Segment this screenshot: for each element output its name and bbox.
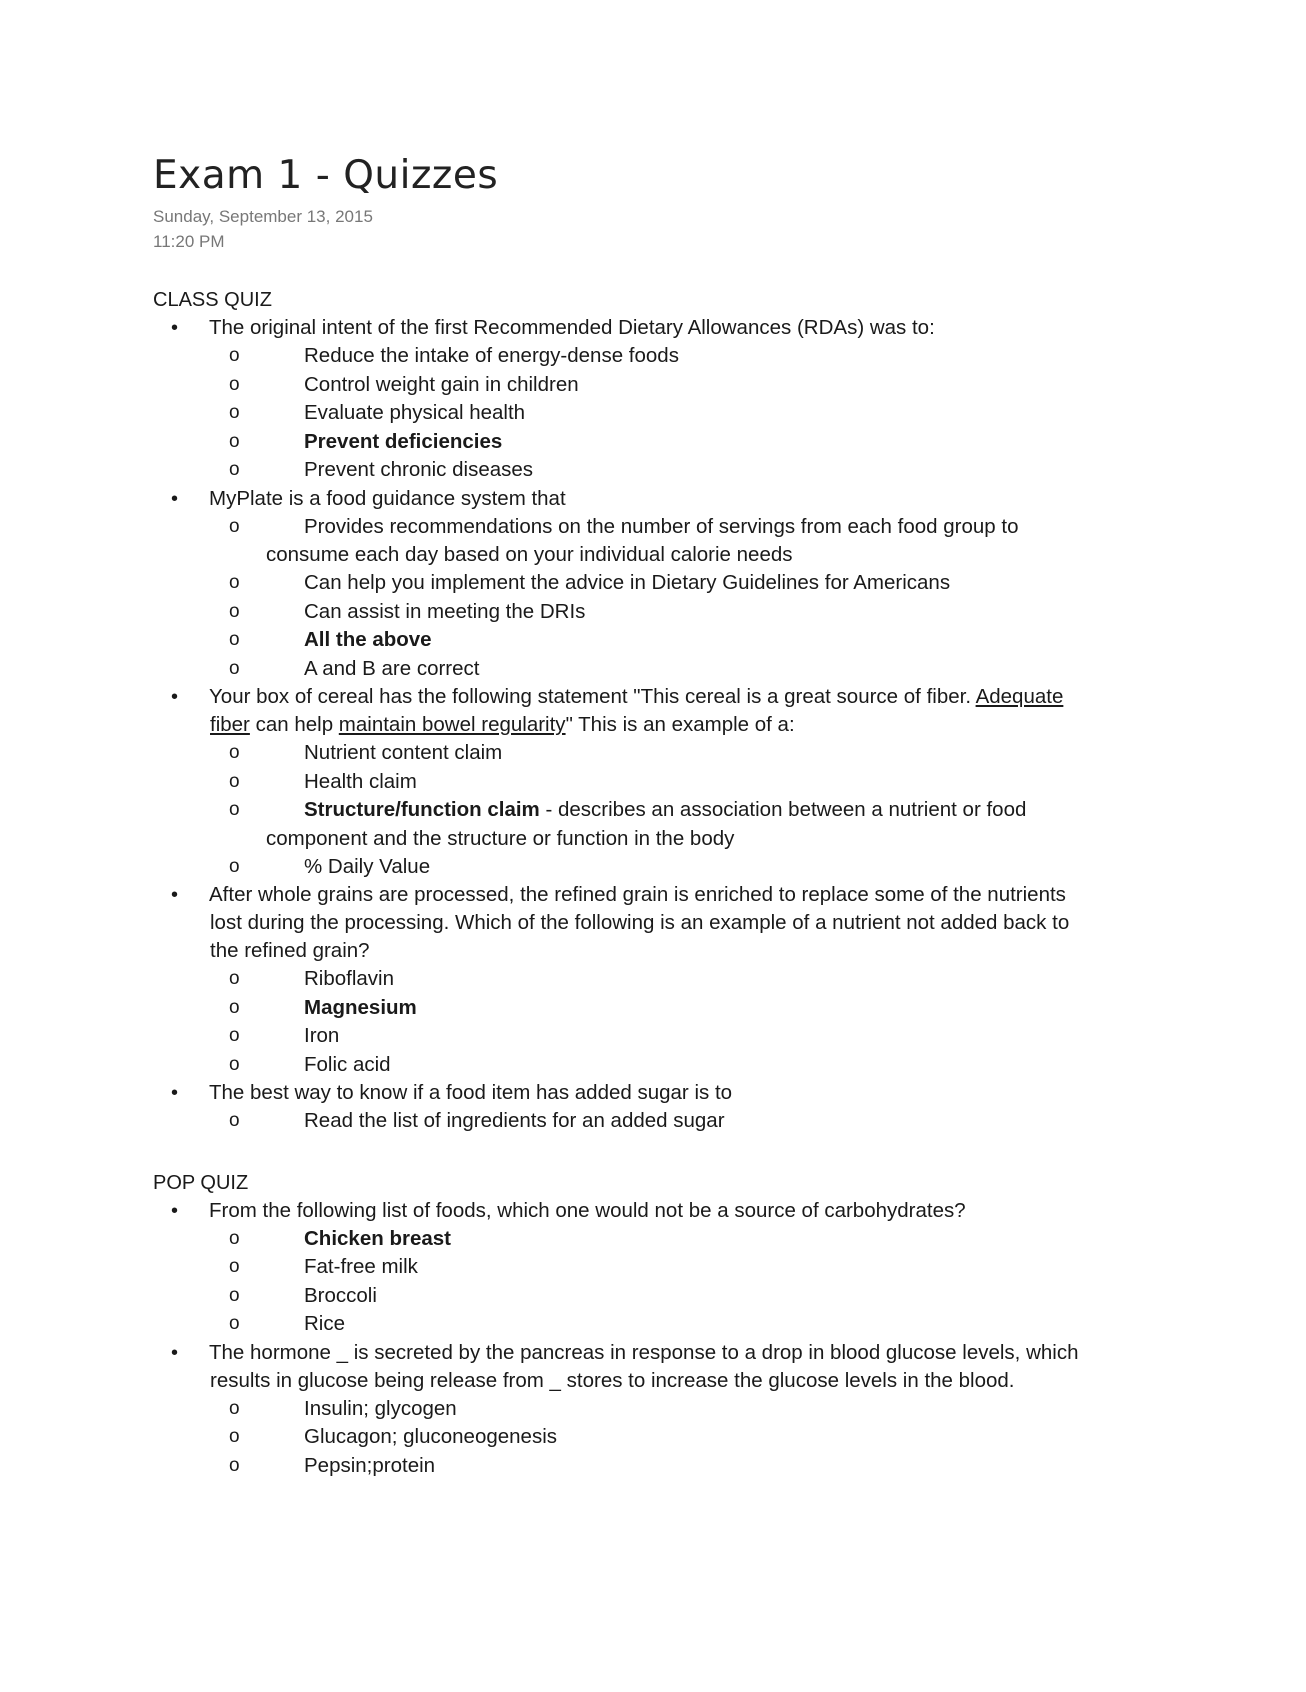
sub-marker: o: [229, 1025, 240, 1046]
option-text: Provides recommendations on the number of servings from each food group to: [304, 514, 1019, 538]
note-date: Sunday, September 13, 2015: [153, 207, 373, 226]
question: [153, 1197, 1143, 1225]
question: [153, 1339, 1143, 1367]
option-text: Prevent deficiencies: [304, 429, 503, 453]
sub-marker: o: [229, 373, 240, 395]
class-quiz-heading: CLASS QUIZ: [153, 289, 272, 311]
question: [153, 1079, 1143, 1107]
sub-marker: o: [229, 996, 240, 1018]
answer-option: [153, 768, 1143, 797]
answer-option: [153, 598, 1143, 627]
bullet-marker: •: [171, 317, 179, 339]
question-text: Your box of cereal has the following statement "This cereal is a great source of fiber.: [209, 685, 976, 708]
sub-marker: o: [229, 742, 240, 763]
sub-marker: o: [229, 345, 240, 366]
sub-marker: o: [229, 1053, 240, 1075]
answer-option-correct: [153, 1225, 1143, 1254]
sub-marker: o: [229, 855, 240, 877]
option-text: Riboflavin: [304, 967, 395, 990]
bullet-marker: •: [171, 487, 179, 510]
sub-marker: o: [229, 515, 240, 537]
sub-marker: o: [229, 629, 240, 650]
answer-option: [153, 371, 1143, 400]
bullet-marker: •: [171, 884, 179, 906]
option-text: % Daily Value: [304, 854, 431, 878]
option-text: Magnesium: [304, 995, 417, 1019]
question: [153, 485, 1143, 513]
sub-marker: o: [229, 799, 240, 820]
sub-marker: o: [229, 770, 240, 792]
answer-option: [153, 853, 1143, 882]
bullet-marker: •: [171, 686, 179, 708]
answer-option: [153, 1051, 1143, 1080]
option-text: Fat-free milk: [304, 1255, 418, 1278]
option-text: A and B are correct: [304, 656, 480, 680]
sub-marker: o: [229, 1110, 240, 1131]
answer-option: [153, 456, 1143, 485]
option-text: Insulin; glycogen: [304, 1396, 457, 1420]
bullet-marker: •: [171, 1082, 179, 1104]
underlined-text: fiber: [210, 713, 250, 736]
answer-option: [153, 1395, 1143, 1424]
answer-option: [153, 1107, 1143, 1136]
option-text: Pepsin;protein: [304, 1453, 436, 1477]
sub-marker: o: [229, 459, 240, 480]
bullet-marker: •: [171, 1199, 179, 1222]
sub-marker: o: [229, 600, 240, 622]
question-text: MyPlate is a food guidance system that: [209, 486, 566, 510]
question-text-continued: the refined grain?: [210, 939, 370, 962]
sub-marker: o: [229, 1454, 240, 1476]
answer-option: [153, 1022, 1143, 1051]
note-page: [153, 150, 1143, 1480]
sub-marker: o: [229, 1426, 240, 1447]
answer-option: [153, 1310, 1143, 1339]
option-text: Broccoli: [304, 1283, 377, 1307]
question-text-continued: [153, 711, 1143, 739]
option-text: Prevent chronic diseases: [304, 458, 534, 481]
sub-marker: o: [229, 1227, 240, 1249]
answer-option-correct: [153, 626, 1143, 655]
question-text: " This is an example of a:: [565, 713, 795, 736]
note-time: 11:20 PM: [153, 232, 225, 251]
option-text-continued: component and the structure or function in the body: [266, 826, 735, 850]
question-text: The hormone _ is secreted by the pancreas in response to a drop in blood glucose levels, which: [209, 1340, 1079, 1364]
option-explanation: - describes an association between a nutrient or food: [539, 798, 1027, 821]
option-text: Control weight gain in children: [304, 372, 579, 396]
answer-option: [153, 1423, 1143, 1452]
sub-marker: o: [229, 572, 240, 593]
answer-option: [153, 399, 1143, 428]
question-text: From the following list of foods, which one would not be a source of carbohydrates?: [209, 1198, 966, 1222]
question-text: The best way to know if a food item has added sugar is to: [209, 1081, 733, 1104]
option-text: Read the list of ingredients for an added sugar: [304, 1109, 725, 1132]
option-text: Glucagon; gluconeogenesis: [304, 1425, 558, 1448]
option-text: Can help you implement the advice in Dietary Guidelines for Americans: [304, 571, 951, 594]
sub-marker: o: [229, 657, 240, 679]
sub-marker: o: [229, 1313, 240, 1334]
option-text: Can assist in meeting the DRIs: [304, 599, 586, 623]
question-text-continued: results in glucose being release from _ stores to increase the glucose levels in the blood.: [210, 1368, 1015, 1392]
question-text: The original intent of the first Recommended Dietary Allowances (RDAs) was to:: [209, 316, 935, 339]
option-text: Iron: [304, 1024, 340, 1047]
option-text: Folic acid: [304, 1052, 391, 1076]
answer-option: [153, 513, 1143, 542]
sub-marker: o: [229, 1256, 240, 1277]
answer-option: [153, 1253, 1143, 1282]
underlined-text: Adequate: [975, 685, 1064, 708]
option-text-continued: consume each day based on your individual calorie needs: [266, 543, 793, 566]
answer-option-correct: [153, 428, 1143, 457]
sub-marker: o: [229, 1284, 240, 1306]
sub-marker: o: [229, 1397, 240, 1419]
option-text: All the above: [304, 628, 432, 651]
sub-marker: o: [229, 968, 240, 989]
answer-option: [153, 655, 1143, 684]
option-text: Chicken breast: [304, 1226, 451, 1250]
answer-option: [153, 1282, 1143, 1311]
answer-option: [153, 342, 1143, 371]
answer-option: [153, 1452, 1143, 1481]
underlined-text: maintain bowel regularity: [338, 713, 566, 736]
question: [153, 314, 1143, 342]
page-title: Exam 1 - Quizzes: [153, 153, 499, 198]
option-text: Health claim: [304, 769, 417, 793]
answer-option-correct: [153, 994, 1143, 1023]
option-text: Nutrient content claim: [304, 741, 503, 764]
question-text: can help: [249, 713, 339, 736]
answer-option: [153, 965, 1143, 994]
question: [153, 683, 1143, 711]
answer-option: [153, 569, 1143, 598]
option-text: Reduce the intake of energy-dense foods: [304, 344, 679, 367]
option-text: Evaluate physical health: [304, 401, 526, 424]
option-text: Rice: [304, 1312, 346, 1335]
question-text: After whole grains are processed, the refined grain is enriched to replace some of the nutrients: [209, 883, 1066, 906]
sub-marker: o: [229, 402, 240, 423]
answer-option: [153, 739, 1143, 768]
sub-marker: o: [229, 430, 240, 452]
question: [153, 881, 1143, 909]
bullet-marker: •: [171, 1341, 179, 1364]
pop-quiz-heading: POP QUIZ: [153, 1171, 249, 1194]
question-text-continued: lost during the processing. Which of the following is an example of a nutrient not added back to: [210, 911, 1070, 934]
option-text: Structure/function claim: [304, 798, 540, 821]
answer-option-correct: [153, 796, 1143, 825]
